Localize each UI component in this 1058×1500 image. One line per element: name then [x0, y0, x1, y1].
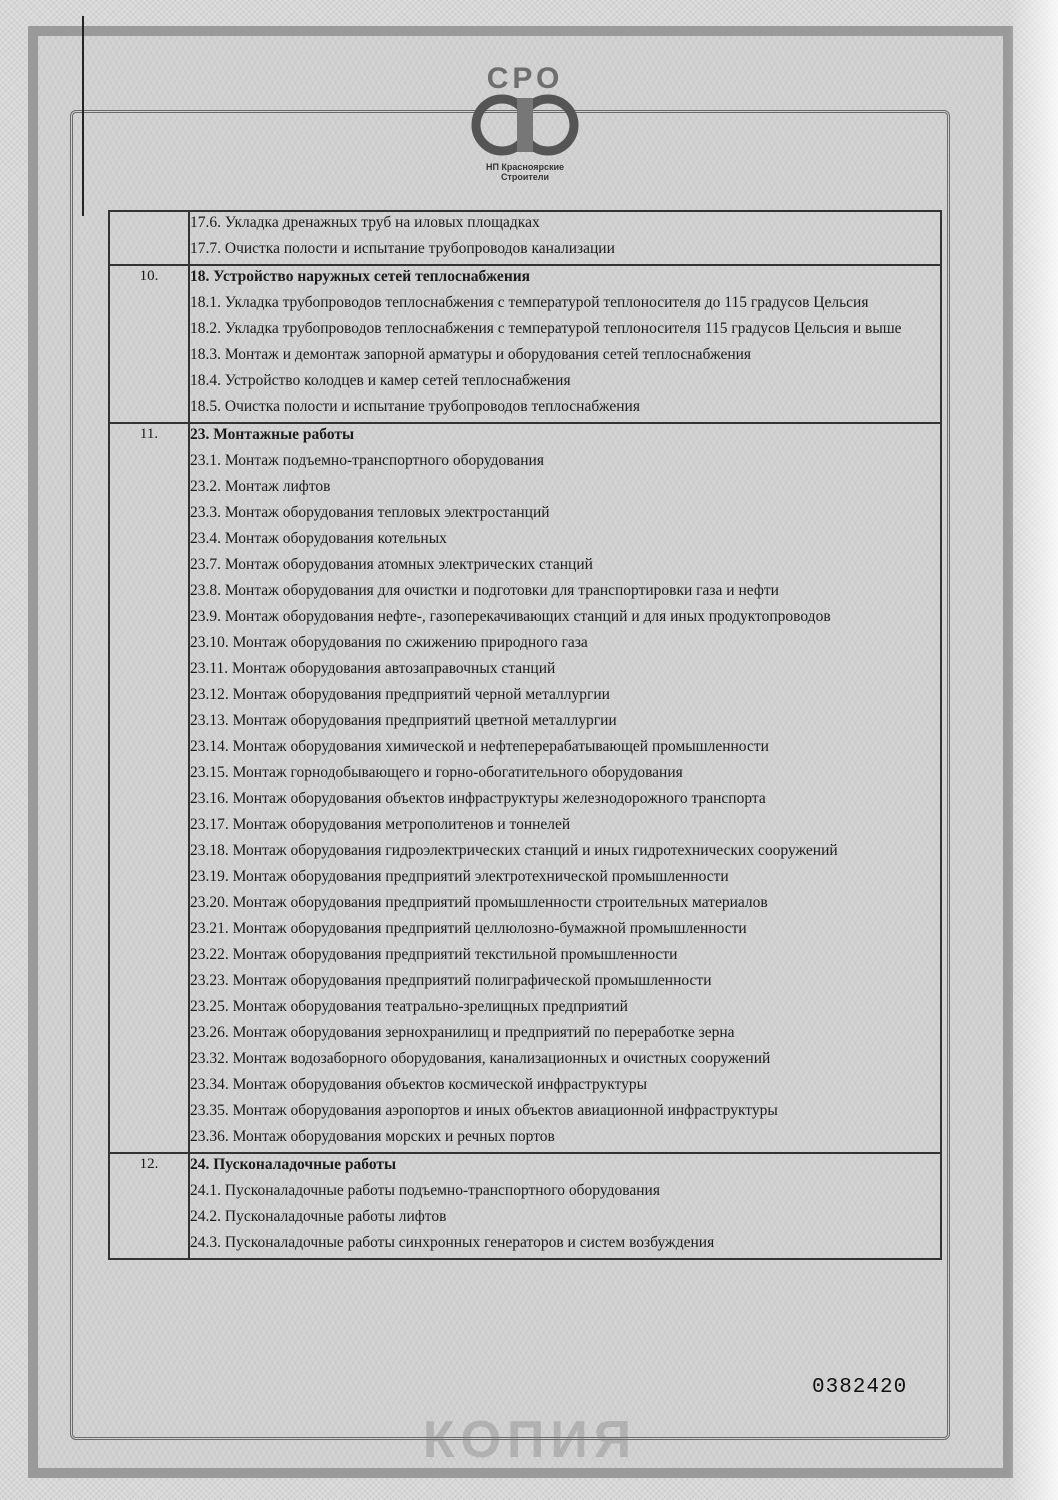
serial-number: 0382420: [812, 1376, 908, 1399]
sro-logo-icon: [470, 94, 580, 156]
work-item: 23.1. Монтаж подъемно-транспортного оборудования: [190, 452, 544, 469]
emblem-org-name: [455, 162, 595, 182]
work-item: 23.8. Монтаж оборудования для очистки и подготовки для транспортировки газа и нефти: [190, 582, 779, 599]
work-item: 23.21. Монтаж оборудования предприятий целлюлозно-бумажной промышленности: [190, 920, 747, 937]
work-item: 23.16. Монтаж оборудования объектов инфраструктуры железнодорожного транспорта: [190, 790, 766, 807]
works-table-body: [109, 211, 941, 1259]
scan-edge-shadow: [1008, 0, 1058, 1500]
works-table: [108, 210, 942, 1260]
row-number: 11.: [109, 423, 189, 1153]
work-item: 24.2. Пусконаладочные работы лифтов: [190, 1208, 447, 1225]
row-number: [109, 211, 189, 265]
work-group-title: 24. Пусконаладочные работы: [190, 1156, 397, 1173]
emblem-org-line2: Строители: [500, 172, 550, 182]
work-group-title: 18. Устройство наружных сетей теплоснабжения: [190, 268, 531, 285]
emblem-title: СРО: [486, 62, 564, 95]
table-row: [109, 1153, 941, 1259]
work-item: 23.10. Монтаж оборудования по сжижению природного газа: [190, 634, 588, 651]
work-group-title: 23. Монтажные работы: [190, 426, 355, 443]
sro-emblem: [455, 62, 595, 192]
table-row: [109, 265, 941, 423]
margin-line: [82, 16, 84, 216]
work-item: 23.23. Монтаж оборудования предприятий полиграфической промышленности: [190, 972, 712, 989]
work-item: 23.12. Монтаж оборудования предприятий черной металлургии: [190, 686, 610, 703]
work-item: 17.7. Очистка полости и испытание трубопроводов канализации: [190, 240, 615, 257]
emblem-org-line1: НП Красноярские: [485, 162, 565, 172]
work-item: 23.14. Монтаж оборудования химической и нефтеперерабатывающей промышленности: [190, 738, 769, 755]
work-item: 18.2. Укладка трубопроводов теплоснабжения с температурой теплоносителя 115 градусов Цельсия и выше: [190, 320, 902, 337]
work-list: [189, 1153, 941, 1259]
work-item: 18.5. Очистка полости и испытание трубопроводов теплоснабжения: [190, 398, 640, 415]
work-item: 23.25. Монтаж оборудования театрально-зрелищных предприятий: [190, 998, 628, 1015]
work-item: 23.2. Монтаж лифтов: [190, 478, 331, 495]
work-item: 23.22. Монтаж оборудования предприятий текстильной промышленности: [190, 946, 678, 963]
work-item: 23.17. Монтаж оборудования метрополитенов и тоннелей: [190, 816, 571, 833]
work-item: 18.1. Укладка трубопроводов теплоснабжения с температурой теплоносителя до 115 градусов Цельсия: [190, 294, 869, 311]
work-list: [189, 423, 941, 1153]
work-item: 24.1. Пусконаладочные работы подъемно-транспортного оборудования: [190, 1182, 660, 1199]
work-item: 23.4. Монтаж оборудования котельных: [190, 530, 447, 547]
work-item: 23.18. Монтаж оборудования гидроэлектрических станций и иных гидротехнических сооружений: [190, 842, 838, 859]
work-item: 23.11. Монтаж оборудования автозаправочных станций: [190, 660, 556, 677]
work-item: 23.19. Монтаж оборудования предприятий электротехнической промышленности: [190, 868, 729, 885]
work-item: 23.32. Монтаж водозаборного оборудования, канализационных и очистных сооружений: [190, 1050, 771, 1067]
table-row: [109, 423, 941, 1153]
work-list: [189, 265, 941, 423]
work-item: 24.3. Пусконаладочные работы синхронных генераторов и систем возбуждения: [190, 1234, 715, 1251]
work-item: 23.36. Монтаж оборудования морских и речных портов: [190, 1128, 555, 1145]
row-number: 12.: [109, 1153, 189, 1259]
work-item: 17.6. Укладка дренажных труб на иловых площадках: [190, 214, 540, 231]
work-item: 23.20. Монтаж оборудования предприятий промышленности строительных материалов: [190, 894, 768, 911]
work-item: 18.3. Монтаж и демонтаж запорной арматуры и оборудования сетей теплоснабжения: [190, 346, 752, 363]
row-number: 10.: [109, 265, 189, 423]
work-item: 23.3. Монтаж оборудования тепловых электростанций: [190, 504, 550, 521]
work-item: 23.9. Монтаж оборудования нефте-, газоперекачивающих станций и для иных продуктопроводов: [190, 608, 831, 625]
work-item: 23.13. Монтаж оборудования предприятий цветной металлургии: [190, 712, 617, 729]
work-item: 23.7. Монтаж оборудования атомных электрических станций: [190, 556, 593, 573]
table-row: [109, 211, 941, 265]
copy-watermark: КОПИЯ: [422, 1411, 638, 1469]
work-item: 23.34. Монтаж оборудования объектов космической инфраструктуры: [190, 1076, 648, 1093]
work-item: 18.4. Устройство колодцев и камер сетей теплоснабжения: [190, 372, 571, 389]
work-item: 23.35. Монтаж оборудования аэропортов и иных объектов авиационной инфраструктуры: [190, 1102, 778, 1119]
work-item: 23.15. Монтаж горнодобывающего и горно-обогатительного оборудования: [190, 764, 683, 781]
work-item: 23.26. Монтаж оборудования зернохранилищ и предприятий по переработке зерна: [190, 1024, 735, 1041]
work-list: [189, 211, 941, 265]
